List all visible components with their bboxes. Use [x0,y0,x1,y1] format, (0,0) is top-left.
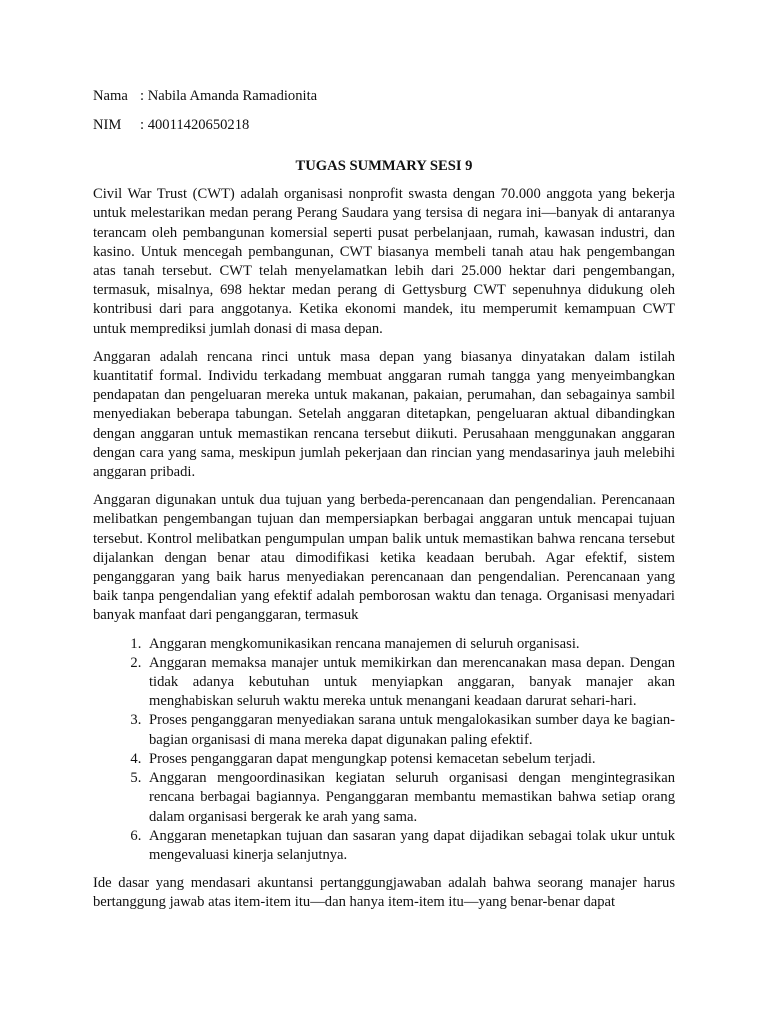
name-row [93,87,675,107]
name-value: : Nabila Amanda Ramadionita [140,88,318,104]
paragraph-anggaran-definition: Anggaran adalah rencana rinci untuk masa depan yang biasanya dinyatakan dalam istilah kuantitatif formal. Individu terkadang membuat anggaran rumah tangga yang menyeimbangkan pendapatan dan pengeluaran mereka untuk makanan, pakaian, perumahan, dan sebagainya sambil menyediakan beberapa tabungan. Setelah anggaran ditetapkan, pengeluaran aktual dibandingkan dengan anggaran untuk memastikan rencana tersebut diikuti. Perusahaan menggunakan anggaran dengan cara yang sama, meskipun jumlah pekerjaan dan rincian yang mendasarinya jauh melebihi anggaran pribadi. [93,348,675,481]
list-item: 6. Anggaran menetapkan tujuan dan sasaran yang dapat dijadikan sebagai tolak ukur untuk mengevaluasi kinerja selanjutnya. [145,827,675,865]
list-item: 2. Anggaran memaksa manajer untuk memikirkan dan merencanakan masa depan. Dengan tidak adanya kebutuhan untuk menyiapkan anggaran, banyak manajer akan menghabiskan seluruh waktu mereka untuk menangani keadaan darurat sehari-hari. [145,654,675,712]
nim-row [93,116,675,136]
list-item: 4. Proses penganggaran dapat mengungkap potensi kemacetan sebelum terjadi. [145,750,675,769]
list-item: 1. Anggaran mengkomunikasikan rencana manajemen di seluruh organisasi. [145,635,675,654]
name-label: Nama [93,88,128,104]
list-item: 5. Anggaran mengoordinasikan kegiatan seluruh organisasi dengan mengintegrasikan rencana berbagai bagiannya. Penganggaran membantu memastikan bahwa setiap orang dalam organisasi bergerak ke arah yang sama. [145,769,675,827]
document-title: TUGAS SUMMARY SESI 9 [295,158,473,174]
paragraph-closing: Ide dasar yang mendasari akuntansi pertanggungjawaban adalah bahwa seorang manajer harus bertanggung jawab atas item-item itu—dan hanya item-item itu—yang benar-benar dapat [93,875,675,911]
paragraph-cwt: Civil War Trust (CWT) adalah organisasi nonprofit swasta dengan 70.000 anggota yang bekerja untuk melestarikan medan perang Perang Saudara yang tersisa di negara ini—banyak di antaranya terancam oleh pembangunan komersial seperti pusat perbelanjaan, rumah, kawasan industri, dan kasino. Untuk mencegah pembangunan, CWT biasanya membeli tanah atau hak pengembangan atas tanah tersebut. CWT telah menyelamatkan lebih dari 25.000 hektar dari pengembangan, termasuk, misalnya, 698 hektar medan perang di Gettysburg CWT sepenuhnya didukung oleh kontribusi dari para anggotanya. Ketika ekonomi mandek, itu memperumit kemampuan CWT untuk memprediksi jumlah donasi di masa depan. [93,186,675,337]
paragraph-anggaran-purpose: Anggaran digunakan untuk dua tujuan yang berbeda-perencanaan dan pengendalian. Perencanaan melibatkan pengembangan tujuan dan mempersiapkan berbagai anggaran untuk mencapai tujuan tersebut. Kontrol melibatkan pengumpulan umpan balik untuk memastikan bahwa rencana tersebut dijalankan dengan benar atau dimodifikasi ketika keadaan berubah. Agar efektif, sistem penganggaran yang baik harus menyediakan perencanaan dan pengendalian. Perencanaan yang baik tanpa pengendalian yang efektif adalah pemborosan waktu dan tenaga. Organisasi menyadari banyak manfaat dari penganggaran, termasuk [93,492,675,624]
nim-label: NIM [93,117,122,133]
list-item: 3. Proses penganggaran menyediakan sarana untuk mengalokasikan sumber daya ke bagian-bagian organisasi di mana mereka dapat digunakan paling efektif. [145,711,675,749]
benefits-list [93,635,675,865]
nim-value: : 40011420650218 [140,117,250,133]
